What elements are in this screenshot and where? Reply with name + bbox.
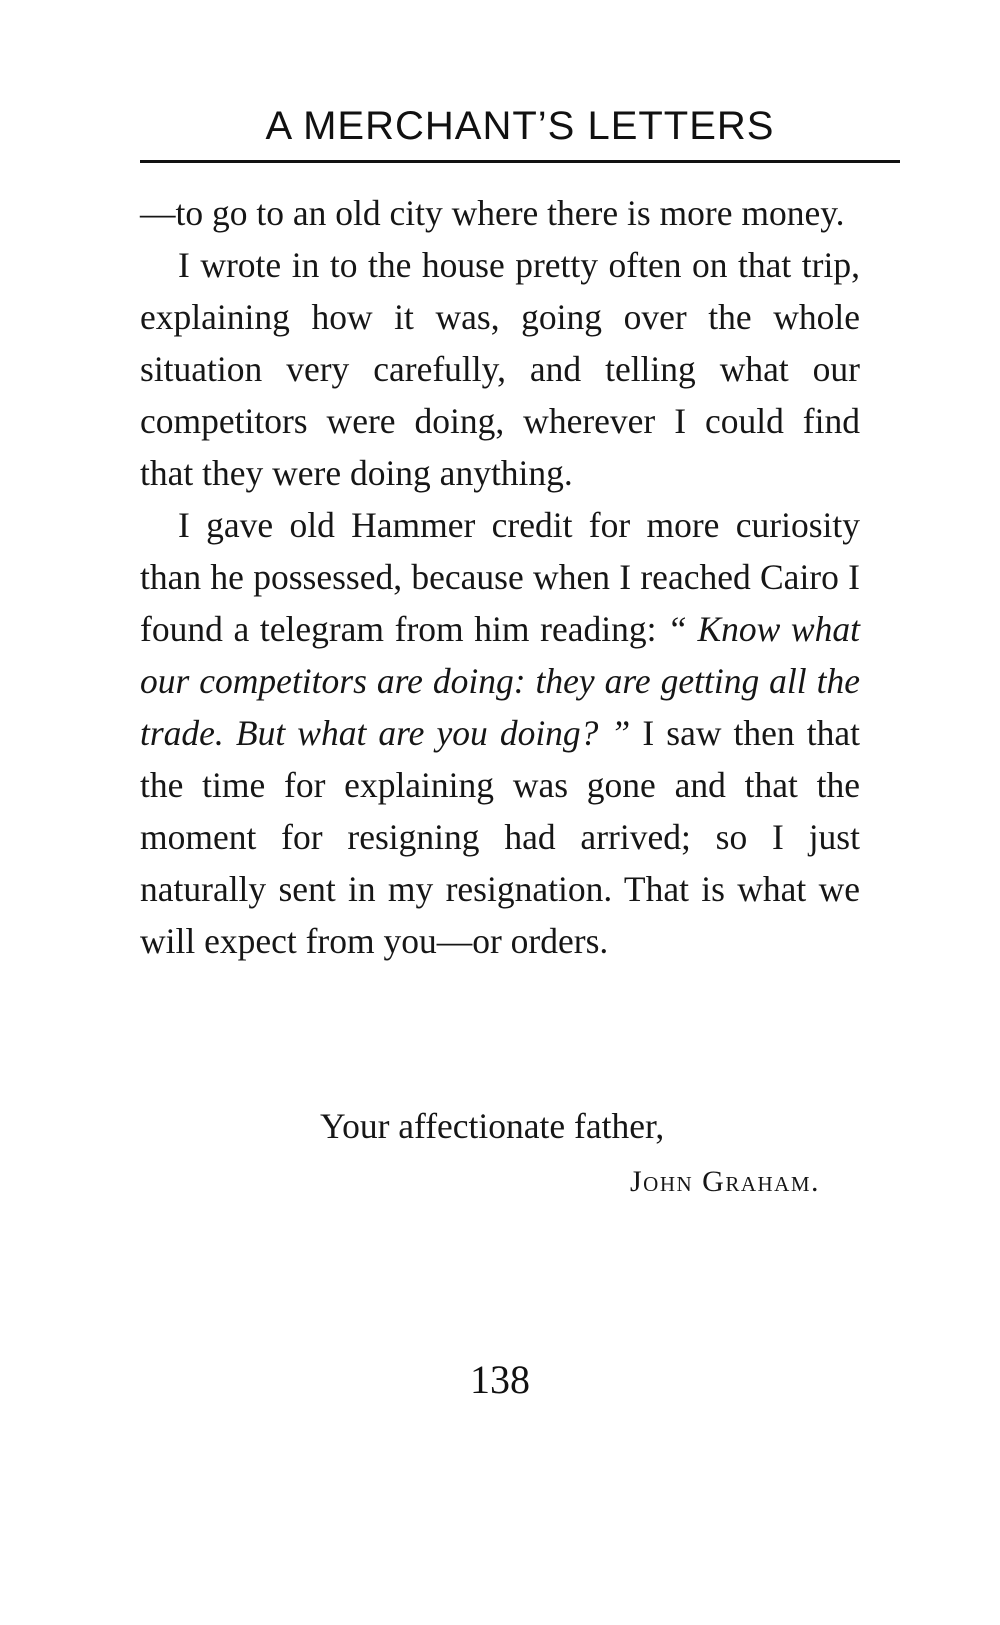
paragraph-hammer (140, 499, 860, 967)
paragraph-wrote-in: I wrote in to the house pretty often on that trip, explaining how it was, going over the whole situation very carefully, and telling what our competitors were doing, wherever I could find that they were doing anything. (140, 245, 860, 493)
paragraph-continuation: —to go to an old city where there is more money. (140, 193, 845, 233)
signature: John Graham. (629, 1165, 820, 1198)
page-number: 138 (470, 1357, 530, 1402)
body-text (140, 187, 860, 967)
header-rule (140, 160, 900, 163)
closing-salutation: Your affectionate father, (320, 1106, 665, 1146)
paragraph-hammer-intro: I gave old Hammer credit for more curiosity than he possessed, because when I reached Cairo I found a telegram from him reading: (140, 505, 860, 649)
telegram-quote: “ Know what our competitors are doing: they are getting all the trade. But what are you doing? ” (140, 609, 860, 753)
running-head-title: A MERCHANT’S LETTERS (265, 104, 775, 148)
paragraph-hammer-conclusion: I saw then that the time for explaining was gone and that the moment for resigning had arrived; so I just naturally sent in my resignation. That is what we will expect from you—or orders. (140, 713, 860, 961)
